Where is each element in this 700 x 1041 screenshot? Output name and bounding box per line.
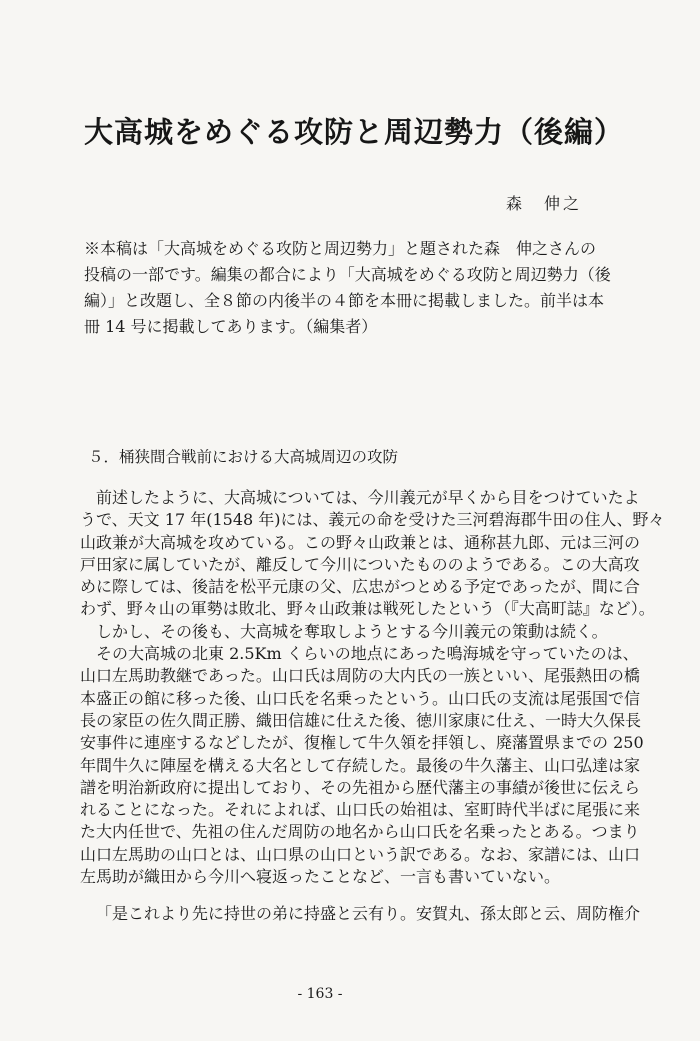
body-line: 山口左馬助の山口とは、山口県の山口という訳である。なお、家譜には、山口 (80, 844, 641, 864)
editor-note-line: 編）」と改題し、全８節の内後半の４節を本冊に掲載しました。前半は本 (84, 291, 605, 310)
body-line: その大高城の北東 2.5Km くらいの地点にあった鳴海城を守っていたのは、 (80, 644, 639, 664)
body-line: 安事件に連座するなどしたが、復権して牛久領を拝領し、廃藩置県までの 250 (80, 733, 644, 753)
body-line: 戸田家に属していたが、離反して今川についたもののようである。この大高攻 (80, 554, 640, 574)
body-line: 本盛正の館に移った後、山口氏を名乗ったという。山口氏の支流は尾張国で信 (80, 688, 641, 708)
page-title: 大高城をめぐる攻防と周辺勢力（後編） (84, 115, 625, 149)
section-body (80, 487, 665, 888)
body-line: 年間牛久に陣屋を構える大名として存続した。最後の牛久藩主、山口弘達は家 (80, 755, 641, 775)
editor-note (84, 236, 611, 340)
body-line: めに際しては、後詰を松平元康の父、広忠がつとめる予定であったが、間に合 (80, 577, 640, 597)
editor-note-line: 投稿の一部です。編集の都合により「大高城をめぐる攻防と周辺勢力（後 (84, 265, 611, 284)
body-line: 左馬助が織田から今川へ寝返ったことなど、一言も書いていない。 (80, 867, 561, 887)
body-line: わず、野々山の軍勢は敗北、野々山政兼は戦死したという（『大高町誌』など）。 (80, 599, 655, 619)
body-line: 山政兼が大高城を攻めている。この野々山政兼とは、通称甚九郎、元は三河の (80, 532, 641, 552)
body-line: 山口左馬助教継であった。山口氏は周防の大内氏の一族といい、尾張熱田の橋 (80, 666, 640, 686)
body-line: た大内任世で、先祖の住んだ周防の地名から山口氏を名乗ったとある。つまり (80, 822, 640, 842)
quote-line: 「是これより先に持世の弟に持盛と云有り。安賀丸、孫太郎と云、周防権介 (96, 904, 641, 923)
author-name: 森 伸之 (505, 194, 582, 213)
body-line: しかし、その後も、大高城を奪取しようとする今川義元の策動は続く。 (80, 621, 608, 641)
body-line: 前述したように、大高城については、今川義元が早くから目をつけていたよ (80, 488, 640, 507)
body-line: うで、天文 17 年(1548 年)には、義元の命を受けた三河碧海郡牛田の住人、野々 (80, 510, 665, 530)
section-heading: ５．桶狭間合戦前における大高城周辺の攻防 (88, 448, 399, 466)
body-line: れることになった。それによれば、山口氏の始祖は、室町時代半ばに尾張に来 (80, 800, 641, 820)
editor-note-line: ※本稿は「大高城をめぐる攻防と周辺勢力」と題された森 伸之さんの (84, 239, 597, 258)
page-number: - 163 - (297, 986, 343, 1002)
body-line: 譜を明治新政府に提出しており、その先祖から歴代藩主の事績が後世に伝えら (80, 777, 641, 797)
body-line: 長の家臣の佐久間正勝、織田信雄に仕えた後、徳川家康に仕え、一時大久保長 (80, 710, 641, 730)
editor-note-line: 冊 14 号に掲載してあります。（編集者） (84, 317, 378, 336)
